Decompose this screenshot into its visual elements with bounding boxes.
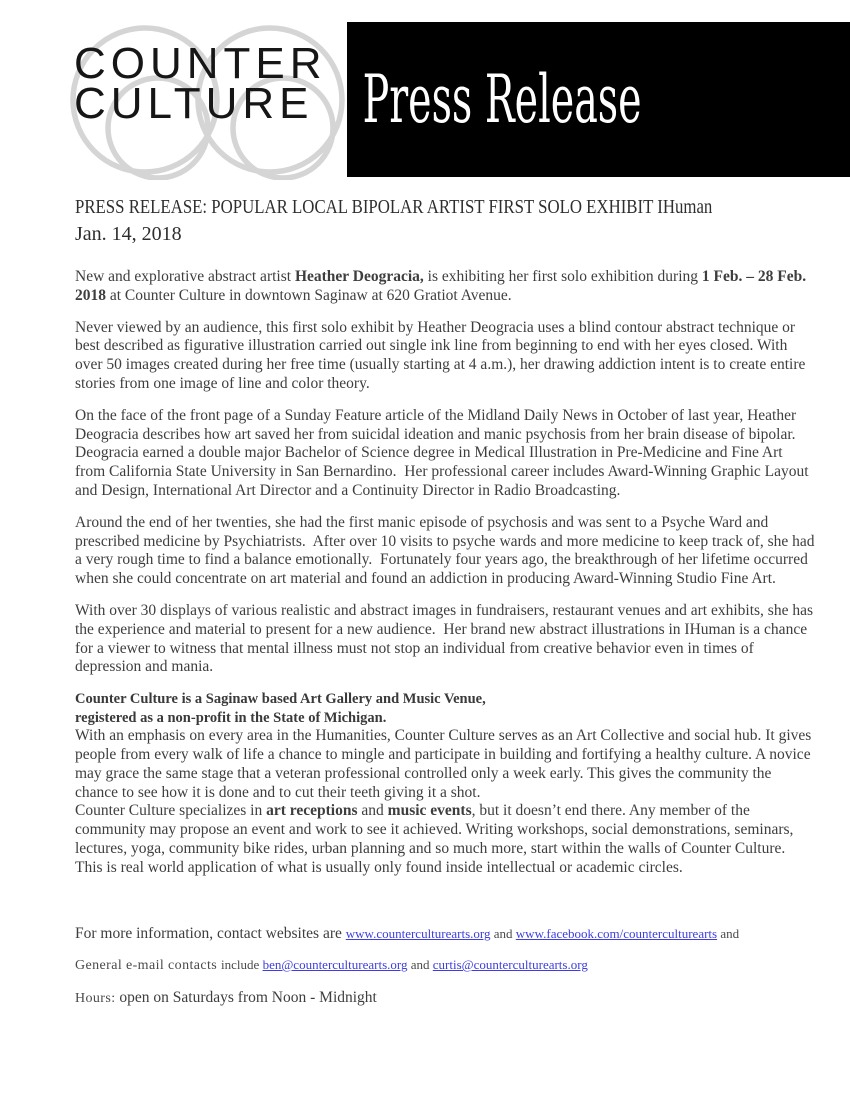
about-text-2 <box>75 802 815 877</box>
text-segment: is exhibiting her first solo exhibition during <box>423 268 702 285</box>
text-segment: General e-mail contacts <box>75 958 222 974</box>
text-segment: With over 30 displays of various realistic and abstract images in fundraisers, restaurant venues and art exhibits, she has the experience and material to present for a new audience. Her brand new abstract illustrations in IHuman is a chance for a viewer to witness that mental illness must not stop an individual from creative behavior even in times of depression and mania. <box>75 601 817 676</box>
logo-wordmark <box>74 39 327 128</box>
about-bold-line-1: Counter Culture is a Saginaw based Art Gallery and Music Venue, <box>75 691 486 708</box>
headline <box>75 194 815 248</box>
logo-line-1: COUNTER <box>74 39 327 88</box>
text-segment: and <box>407 957 433 973</box>
counter-culture-logo <box>0 0 350 186</box>
paragraph-exhibits <box>75 602 815 677</box>
text-segment: New and explorative abstract artist <box>75 268 295 285</box>
text-segment: Around the end of her twenties, she had the first manic episode of psychosis and was sent to a Psyche Ward and prescribed medicine by Psychiatrists. After over 10 visits to psyche wards and more medicine to keep track of, she had a very rough time to find a balance emotionally. Fortunately four years ago, the breakthrough of her lifetime occurred when she could concentrate on art material and found an addiction in producing Award-Winning Studio Fine Art. <box>75 513 819 588</box>
text-segment: at Counter Culture in downtown Saginaw at 620 Gratiot Avenue. <box>106 286 512 304</box>
paragraph-technique <box>75 319 815 394</box>
text-segment: Hours: <box>75 990 120 1006</box>
text-segment: Counter Culture specializes in <box>75 802 267 820</box>
text-segment: and <box>490 925 516 941</box>
text-segment: , but it doesn’t end there. Any member of the community may propose an event and work to see it achieved. Writing workshops, social demonstrations, seminars, lectures, yoga, community bike rides, urban planning and so much more, start within the walls of Counter Culture. This is real world application of what is usually only found inside intellectual or academic circles. <box>75 802 798 876</box>
about-section <box>75 690 815 877</box>
footer-emails <box>75 955 815 975</box>
footer-websites <box>75 924 815 943</box>
text-segment: On the face of the front page of a Sunday Feature article of the Midland Daily News in October of last year, Heather Deogracia describes how art saved her from suicidal ideation and manic psychosis from her brain disease of bipolar. Deogracia earned a double major Bachelor of Science degree in Medical Illustration in Pre-Medicine and Fine Art from California State University in San Bernardino. Her professional career includes Award-Winning Graphic Layout and Design, International Art Director and a Continuity Director in Radio Broadcasting. <box>75 406 813 499</box>
about-text-1 <box>75 727 815 802</box>
footer <box>75 924 815 1008</box>
text-segment: For more information, contact websites are <box>75 924 346 942</box>
paragraph-background <box>75 407 815 501</box>
hyperlink[interactable]: curtis@counterculturearts.org <box>432 957 588 973</box>
hyperlink[interactable]: www.counterculturearts.org <box>345 925 491 941</box>
text-segment: 1 Feb. – 28 Feb. 2018 <box>75 268 810 304</box>
header <box>0 0 850 186</box>
about-bold-line-2: registered as a non-profit in the State of Michigan. <box>75 709 387 726</box>
text-segment: and <box>717 925 740 941</box>
hyperlink[interactable]: ben@counterculturearts.org <box>262 957 408 973</box>
logo-line-2: CULTURE <box>74 79 314 128</box>
text-segment: With an emphasis on every area in the Humanities, Counter Culture serves as an Art Collective and social hub. It gives people from every walk of life a chance to mingle and participate in building and fortifying a healthy culture. A novice may grace the same stage that a veteran professional controlled only a week early. This gives the community the chance to see how it is done and to cut their teeth giving it a shot. <box>75 727 816 801</box>
banner-title: Press Release <box>362 61 642 138</box>
text-segment: include <box>221 957 263 973</box>
paragraph-intro <box>75 268 815 306</box>
footer-hours <box>75 988 815 1008</box>
press-release-banner <box>347 22 850 177</box>
paragraph-history <box>75 513 819 589</box>
headline-date: Jan. 14, 2018 <box>75 223 182 245</box>
text-segment: Never viewed by an audience, this first solo exhibit by Heather Deogracia uses a blind contour abstract technique or best described as figurative illustration carried out single ink line from beginning to end with her eyes closed. With over 50 images created during her free time (usually starting at 4 a.m.), her drawing addiction intent is to create entire stories from one image of line and color theory. <box>75 318 810 392</box>
text-segment: music events <box>387 802 472 820</box>
text-segment: art receptions <box>266 802 358 820</box>
hyperlink[interactable]: www.facebook.com/counterculturearts <box>515 925 718 941</box>
text-segment: Heather Deogracia, <box>294 268 424 285</box>
text-segment: and <box>357 802 388 820</box>
headline-title: PRESS RELEASE: POPULAR LOCAL BIPOLAR ARTIST FIRST SOLO EXHIBIT IHuman <box>75 196 713 218</box>
text-segment: open on Saturdays from Noon - Midnight <box>119 988 377 1006</box>
document-body <box>0 186 850 1008</box>
